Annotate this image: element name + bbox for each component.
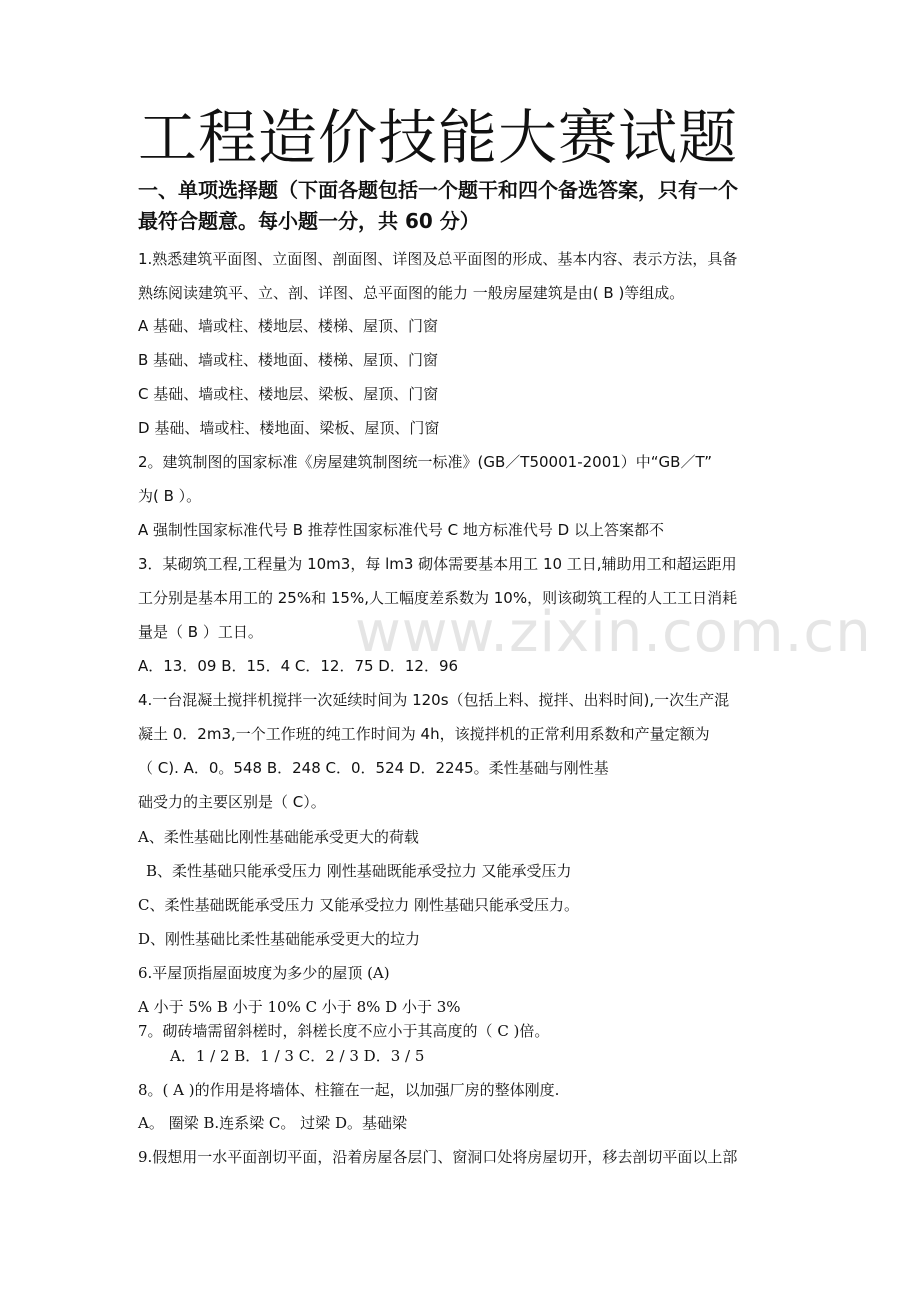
question-1-option-c: C 基础、墙或柱、楼地层、梁板、屋顶、门窗 — [138, 385, 439, 403]
question-1-option-a: A 基础、墙或柱、楼地层、楼梯、屋顶、门窗 — [138, 317, 439, 335]
question-2-line-2: 为( B ）。 — [138, 487, 202, 505]
question-2-options: A 强制性国家标准代号 B 推荐性国家标准代号 C 地方标准代号 D 以上答案都不 — [138, 521, 664, 539]
question-5-option-b: B、柔性基础只能承受压力 刚性基础既能承受拉力 又能承受压力 — [146, 862, 572, 880]
question-3-line-1: 3．某砌筑工程,工程量为 10m3，每 lm3 砌体需要基本用工 10 工日,辅助用工和超运距用 — [138, 555, 737, 573]
question-7-line-1: 7。砌砖墙需留斜槎时，斜槎长度不应小于其高度的（ C )倍。 — [138, 1022, 550, 1040]
question-5-option-d: D、刚性基础比柔性基础能承受更大的垃力 — [138, 930, 421, 948]
section-heading-line-1: 一、单项选择题（下面各题包括一个题干和四个备选答案，只有一个 — [138, 178, 738, 202]
question-1-line-2: 熟练阅读建筑平、立、剖、详图、总平面图的能力 一般房屋建筑是由( B )等组成。 — [138, 284, 685, 302]
question-1-option-b: B 基础、墙或柱、楼地面、楼梯、屋顶、门窗 — [138, 351, 439, 369]
question-4-line-3: （ C). A．0。548 B．248 C．0．524 D．2245。柔性基础与刚性基 — [138, 759, 609, 777]
question-8-line-1: 8。( A )的作用是将墙体、柱箍在一起，以加强厂房的整体刚度. — [138, 1081, 560, 1099]
question-9-line-1: 9.假想用一水平面剖切平面，沿着房屋各层门、窗洞口处将房屋切开，移去剖切平面以上部 — [138, 1148, 738, 1166]
document-title: 工程造价技能大赛试题 — [138, 103, 739, 172]
question-1-option-d: D 基础、墙或柱、楼地面、梁板、屋顶、门窗 — [138, 419, 440, 437]
question-1-line-1: 1.熟悉建筑平面图、立面图、剖面图、详图及总平面图的形成、基本内容、表示方法，具备 — [138, 250, 738, 268]
question-3-line-2: 工分别是基本用工的 25%和 15%,人工幅度差系数为 10%，则该砌筑工程的人工工日消耗 — [138, 589, 738, 607]
question-5-option-c: C、柔性基础既能承受压力 又能承受拉力 刚性基础只能承受压力。 — [138, 896, 580, 914]
question-3-line-3: 量是（ B ）工日。 — [138, 623, 263, 641]
section-heading-line-2: 最符合题意。每小题一分，共 60 分） — [138, 209, 480, 233]
question-4-line-2: 凝土 0．2m3,一个工作班的纯工作时间为 4h，该搅拌机的正常利用系数和产量定额为 — [138, 725, 710, 743]
question-6-options: A 小于 5% B 小于 10% C 小于 8% D 小于 3% — [138, 998, 461, 1016]
question-2-line-1: 2。建筑制图的国家标准《房屋建筑制图统一标准》(GB／T50001-2001）中“GB／T” — [138, 453, 713, 471]
question-5-line-1: 础受力的主要区别是（ C）。 — [138, 793, 326, 811]
question-8-options: A。 圈梁 B.连系梁 C。 过梁 D。基础梁 — [138, 1114, 407, 1132]
watermark-text: www.zixin.com.cn — [355, 600, 872, 665]
question-3-options: A．13．09 B．15．4 C．12．75 D．12．96 — [138, 657, 459, 675]
question-5-option-a: A、柔性基础比刚性基础能承受更大的荷载 — [138, 828, 419, 846]
question-4-line-1: 4.一台混凝土搅拌机搅拌一次延续时间为 120s（包括上料、搅拌、出料时间),一次生产混 — [138, 691, 730, 709]
question-7-options: A．1 / 2 B．1 / 3 C．2 / 3 D．3 / 5 — [170, 1047, 425, 1065]
question-6-line-1: 6.平屋顶指屋面坡度为多少的屋顶 (A) — [138, 964, 390, 982]
